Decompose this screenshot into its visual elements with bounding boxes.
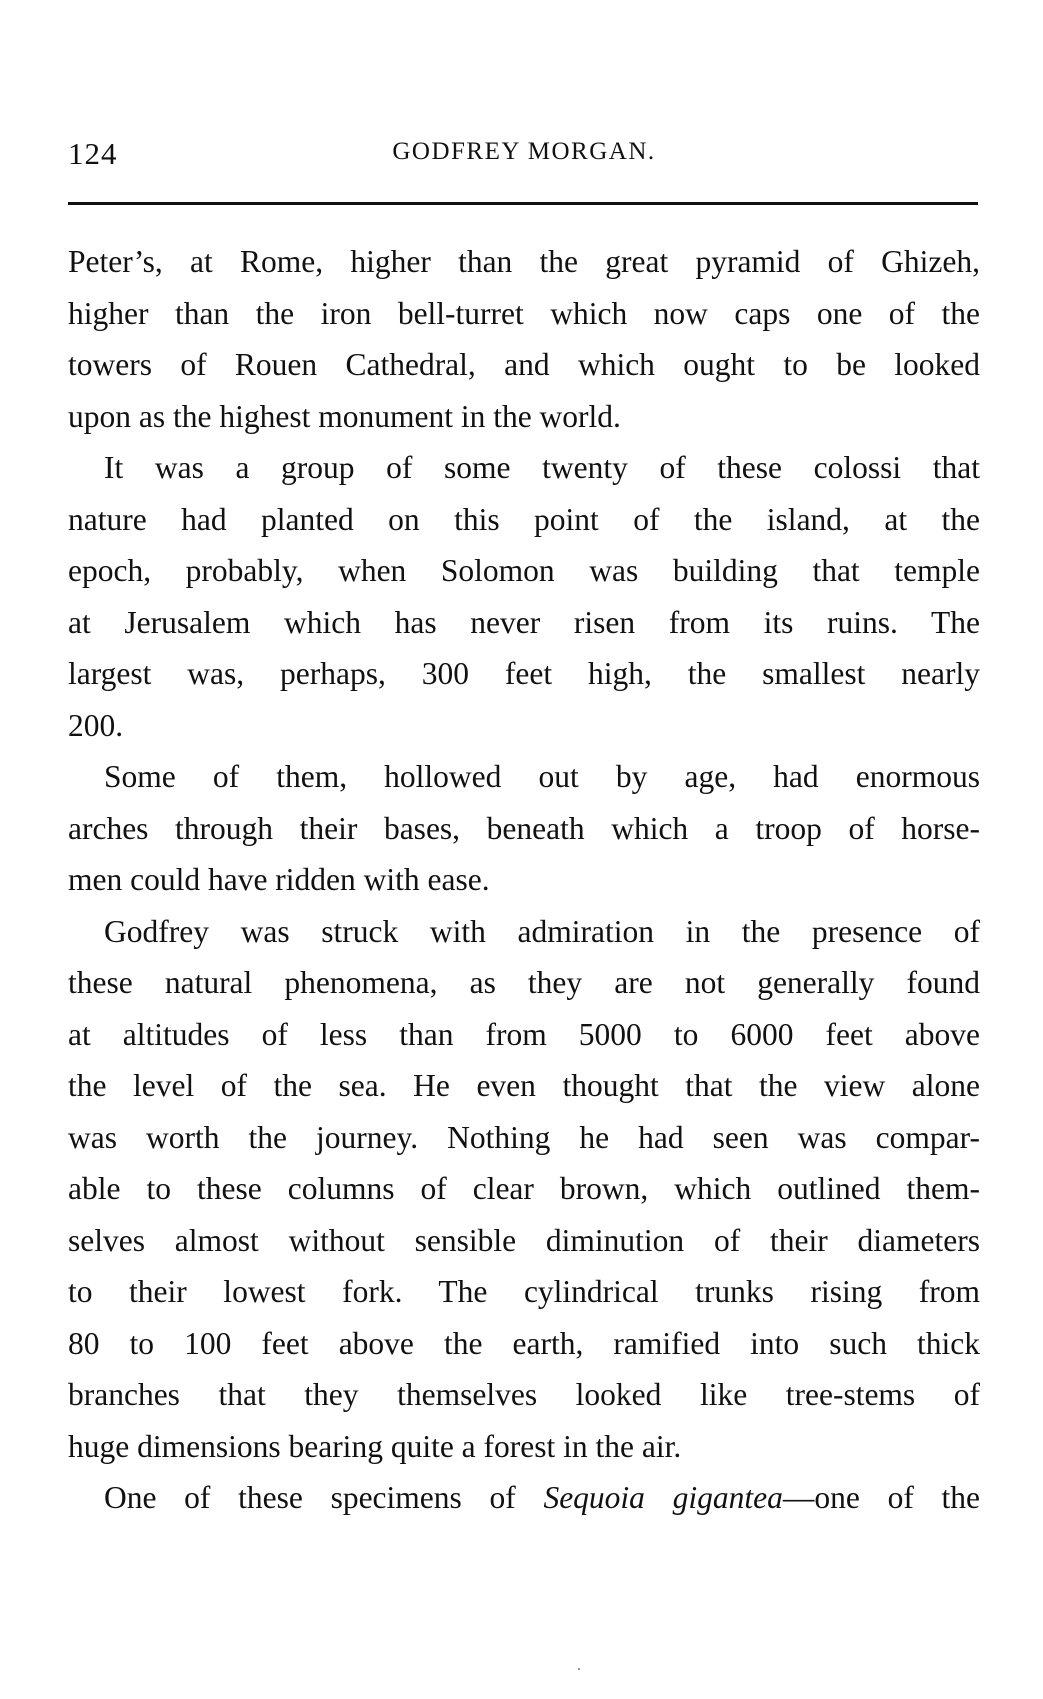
text-line: upon as the highest monument in the world. [68, 398, 621, 434]
text-line: Peter’s, at Rome, higher than the great pyramid of Ghizeh, [68, 244, 980, 279]
final-line-before: One of these specimens of [104, 1480, 544, 1515]
page-number: 124 [68, 136, 118, 171]
final-line-after: —one of the [782, 1480, 980, 1515]
text-line: 200. [68, 707, 124, 743]
text-line: able to these columns of clear brown, which outlined them- [68, 1171, 980, 1206]
text-line: nature had planted on this point of the island, at the [68, 501, 980, 537]
text-line: men could have ridden with ease. [68, 862, 490, 897]
paragraph-start-line: Some of them, hollowed out by age, had enormous [104, 759, 980, 794]
text-line: to their lowest fork. The cylindrical trunks rising from [68, 1274, 980, 1309]
text-line: higher than the iron bell-turret which now caps one of the [68, 295, 980, 331]
text-line: 80 to 100 feet above the earth, ramified into such thick [68, 1325, 980, 1361]
text-line: the level of the sea. He even thought that the view alone [68, 1068, 980, 1103]
text-line: huge dimensions bearing quite a forest in the air. [68, 1428, 682, 1464]
text-line: at altitudes of less than from 5000 to 6000 feet above [68, 1016, 980, 1052]
text-line: towers of Rouen Cathedral, and which ought to be looked [68, 347, 980, 382]
text-line: largest was, perhaps, 300 feet high, the smallest nearly [68, 656, 980, 691]
paragraph-start-line [68, 1472, 980, 1524]
paragraph-start-line: It was a group of some twenty of these colossi that [104, 450, 980, 485]
text-line: at Jerusalem which has never risen from its ruins. The [68, 604, 980, 640]
species-name: Sequoia gigantea [543, 1480, 783, 1515]
text-line: branches that they themselves looked like tree-stems of [68, 1377, 980, 1412]
running-head [68, 136, 980, 180]
text-line: was worth the journey. Nothing he had seen was compar- [68, 1119, 980, 1155]
text-line: selves almost without sensible diminution of their diameters [68, 1222, 980, 1258]
text-line: arches through their bases, beneath which a troop of horse- [68, 810, 980, 846]
paragraph-start-line: Godfrey was struck with admiration in the presence of [104, 913, 980, 949]
page-speck [578, 1668, 580, 1670]
text-line: epoch, probably, when Solomon was building that temple [68, 553, 980, 588]
running-title: GODFREY MORGAN. [392, 138, 656, 165]
header-rule [68, 202, 978, 205]
body-text [68, 236, 980, 1524]
text-line: these natural phenomena, as they are not generally found [68, 965, 980, 1000]
